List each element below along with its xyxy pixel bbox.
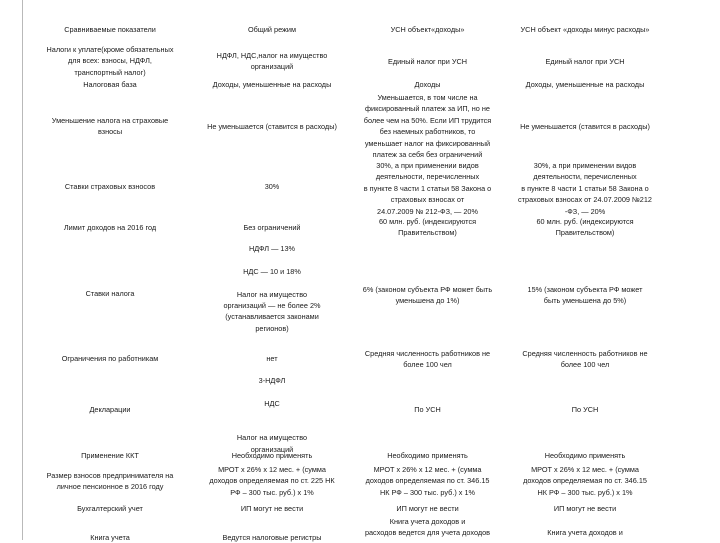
header-col-indicators: Сравниваемые показатели	[64, 25, 156, 34]
row-tax-rates-general: НДФЛ — 13% НДС — 10 и 18% Налог на имущество организаций — не более 2% (устанавливается законами регионов)	[223, 244, 321, 333]
row-kkt-usn-income: Необходимо применять	[387, 451, 468, 460]
row-pension-usn-income-minus: МРОТ х 26% х 12 мес. + (сумма доходов определяемая по ст. 346.15 НК РФ – 300 тыс. руб.) х 1%	[523, 465, 647, 497]
row-kkt-usn-income-minus: Необходимо применять	[544, 451, 626, 460]
row-limit-general: Без ограничений	[243, 223, 301, 232]
row-rates-usn-income-minus: 30%, а при применении видов деятельности, перечисленных в пункте 8 части 1 статьи 58 Закона о страховых взносах от 24.07.2009 №212 -ФЗ, — 20%	[518, 161, 652, 216]
row-accounting-usn-income-minus: ИП могут не вести	[553, 504, 617, 513]
row-tax-rates-usn-income-minus: 15% (законом субъекта РФ может быть уменьшена до 5%)	[527, 285, 643, 306]
row-declarations-usn-income: По УСН	[414, 405, 441, 414]
row-base-general: Доходы, уменьшенные на расходы	[212, 80, 332, 89]
row-declarations-general: НДС Налог на имущество организаций	[236, 399, 308, 454]
row-declarations-usn-income-minus: По УСН	[571, 405, 599, 414]
row-staff-usn-income-minus: Средняя численность работников не более 100 чел	[522, 349, 648, 370]
row-taxes-label: Налоги к уплате(кроме обязательных для всех: взносы, НДФЛ, транспортный налог)	[46, 45, 174, 77]
row-book-label: Книга учета	[90, 533, 130, 542]
row-declarations-general-ndfl: 3-НДФЛ	[258, 376, 286, 385]
row-accounting-label: Бухгалтерский учет	[77, 504, 143, 513]
row-base-label: Налоговая база	[83, 80, 137, 89]
row-staff-general: нет	[266, 354, 278, 363]
row-rates-usn-income: 30%, а при применении видов деятельности, перечисленных в пункте 8 части 1 статьи 58 Закона о страховых взносах от 24.07.2009 № 212-ФЗ, — 20%	[363, 161, 492, 216]
row-reduction-usn-income-minus: Не уменьшается (ставится в расходы)	[520, 122, 650, 131]
row-accounting-general: ИП могут не вести	[240, 504, 304, 513]
row-pension-label: Размер взносов предпринимателя на личное пенсионное в 2016 году	[46, 471, 174, 492]
row-rates-label: Ставки страховых взносов	[64, 182, 156, 191]
row-taxes-usn-income: Единый налог при УСН	[387, 57, 468, 66]
row-staff-usn-income: Средняя численность работников не более 100 чел	[364, 349, 491, 370]
row-book-general: Ведутся налоговые регистры	[222, 533, 322, 542]
row-book-usn-income: Книга учета доходов и расходов ведется для учета доходов	[364, 517, 491, 538]
row-pension-general: МРОТ х 26% х 12 мес. + (сумма доходов определяемая по ст. 225 НК РФ – 300 тыс. руб.) х 1%	[209, 465, 335, 497]
header-col-usn-income-minus: УСН объект «доходы минус расходы»	[520, 25, 650, 34]
row-reduction-usn-income: Уменьшается, в том числе на фиксированный платеж за ИП, но не более чем на 50%. Если ИП трудится без наемных работников, то уменьшает налог на фиксированный платеж за себя без ограничений	[363, 93, 492, 160]
row-kkt-general: Необходимо применять	[231, 451, 313, 460]
row-taxes-general: НДФЛ, НДС,налог на имущество организаций	[216, 51, 328, 72]
row-base-usn-income-minus: Доходы, уменьшенные на расходы	[525, 80, 645, 89]
row-rates-general: 30%	[264, 182, 280, 191]
header-col-usn-income: УСН объект«доходы»	[390, 25, 465, 34]
row-limit-label: Лимит доходов на 2016 год	[63, 223, 157, 232]
row-book-usn-income-minus: Книга учета доходов и	[547, 528, 623, 537]
row-tax-rates-usn-income: 6% (законом субъекта РФ может быть уменьшена до 1%)	[362, 285, 493, 306]
row-kkt-label: Применение ККТ	[81, 451, 139, 460]
row-taxes-usn-income-minus: Единый налог при УСН	[545, 57, 625, 66]
row-staff-label: Ограничения по работникам	[61, 354, 159, 363]
row-tax-rates-label: Ставки налога	[85, 289, 135, 298]
row-reduction-general: Не уменьшается (ставится в расходы)	[207, 122, 337, 131]
row-limit-usn-income: 60 млн. руб. (индексируются Правительством)	[378, 217, 477, 238]
row-pension-usn-income: МРОТ х 26% х 12 мес. + (сумма доходов определяемая по ст. 346.15 НК РФ – 300 тыс. руб.) х 1%	[365, 465, 490, 497]
row-limit-usn-income-minus: 60 млн. руб. (индексируются Правительством)	[536, 217, 634, 238]
row-declarations-label: Декларации	[89, 405, 131, 414]
row-accounting-usn-income: ИП могут не вести	[396, 504, 459, 513]
header-col-general: Общий режим	[247, 25, 297, 34]
row-base-usn-income: Доходы	[414, 80, 441, 89]
row-reduction-label: Уменьшение налога на страховые взносы	[51, 116, 169, 137]
